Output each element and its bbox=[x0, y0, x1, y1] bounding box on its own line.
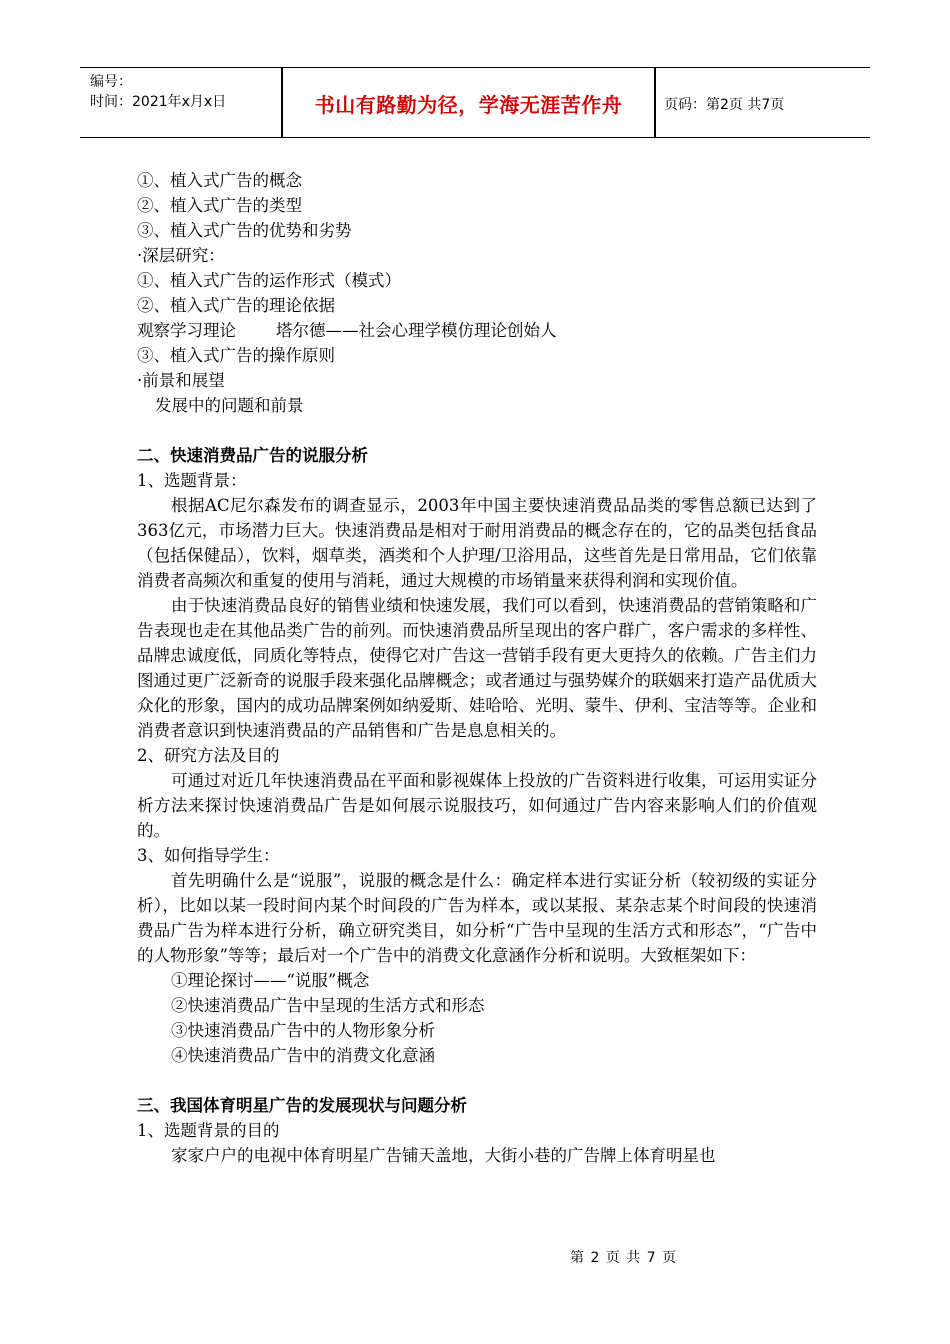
subheading: 2、研究方法及目的 bbox=[137, 746, 280, 765]
document-body bbox=[137, 168, 817, 1168]
list-item: 发展中的问题和前景 bbox=[155, 396, 304, 415]
paragraph: 可通过对近几年快速消费品在平面和影视媒体上投放的广告资料进行收集，可运用实证分析方法来探讨快速消费品广告是如何展示说服技巧，如何通过广告内容来影响人们的价值观的。 bbox=[137, 771, 817, 840]
paragraph: 首先明确什么是“说服”，说服的概念是什么：确定样本进行实证分析（较初级的实证分析），比如以某一段时间内某个时间段的广告为样本，或以某报、某杂志某个时间段的快速消费品广告为样本进行分析，确立研究类目，如分析“广告中呈现的生活方式和形态”，“广告中的人物形象”等等；最后对一个广告中的消费文化意涵作分析和说明。大致框架如下： bbox=[137, 871, 817, 965]
list-item bbox=[137, 318, 817, 343]
list-item: ①、植入式广告的概念 bbox=[137, 171, 302, 190]
list-item: ①、植入式广告的运作形式（模式） bbox=[137, 271, 401, 290]
list-item: ④快速消费品广告中的消费文化意涵 bbox=[171, 1046, 435, 1065]
theory-name: 观察学习理论 bbox=[137, 321, 236, 340]
subheading: ·前景和展望 bbox=[137, 371, 225, 390]
list-item: ②、植入式广告的理论依据 bbox=[137, 296, 335, 315]
subheading: 1、选题背景的目的 bbox=[137, 1121, 280, 1140]
section-heading: 二、快速消费品广告的说服分析 bbox=[137, 446, 368, 465]
page-footer: 第 2 页 共 7 页 bbox=[570, 1250, 677, 1266]
header-page-info: 页码：第2页 共7页 bbox=[664, 97, 785, 113]
page-header bbox=[80, 67, 870, 138]
list-item: ②快速消费品广告中呈现的生活方式和形态 bbox=[171, 996, 485, 1015]
subheading: ·深层研究： bbox=[137, 246, 225, 265]
list-item: ②、植入式广告的类型 bbox=[137, 196, 302, 215]
paragraph: 家家户户的电视中体育明星广告铺天盖地，大街小巷的广告牌上体育明星也 bbox=[171, 1146, 716, 1165]
theory-founder: 塔尔德——社会心理学模仿理论创始人 bbox=[276, 321, 557, 340]
section-heading: 三、我国体育明星广告的发展现状与问题分析 bbox=[137, 1096, 467, 1115]
header-divider bbox=[654, 68, 656, 137]
header-time-label: 时间：2021年x月x日 bbox=[90, 94, 227, 110]
list-item: ③、植入式广告的操作原则 bbox=[137, 346, 335, 365]
subheading: 1、选题背景： bbox=[137, 471, 247, 490]
list-item: ①理论探讨——“说服”概念 bbox=[171, 971, 370, 990]
list-item: ③、植入式广告的优势和劣势 bbox=[137, 221, 352, 240]
paragraph: 根据AC尼尔森发布的调查显示，2003年中国主要快速消费品品类的零售总额已达到了363亿元，市场潜力巨大。快速消费品是相对于耐用消费品的概念存在的，它的品类包括食品（包括保健品），饮料，烟草类，酒类和个人护理/卫浴用品，这些首先是日常用品，它们依靠消费者高频次和重复的使用与消耗，通过大规模的市场销量来获得利润和实现价值。 bbox=[137, 496, 817, 590]
list-item: ③快速消费品广告中的人物形象分析 bbox=[171, 1021, 435, 1040]
header-meta bbox=[90, 72, 226, 112]
subheading: 3、如何指导学生： bbox=[137, 846, 280, 865]
header-code-label: 编号： bbox=[90, 74, 132, 90]
header-motto: 书山有路勤为径，学海无涯苦作舟 bbox=[314, 93, 623, 117]
paragraph: 由于快速消费品良好的销售业绩和快速发展，我们可以看到，快速消费品的营销策略和广告表现也走在其他品类广告的前列。而快速消费品所呈现出的客户群广，客户需求的多样性、品牌忠诚度低，同质化等特点，使得它对广告这一营销手段有更大更持久的依赖。广告主们力图通过更广泛新奇的说服手段来强化品牌概念；或者通过与强势媒介的联姻来打造产品优质大众化的形象，国内的成功品牌案例如纳爱斯、娃哈哈、光明、蒙牛、伊利、宝洁等等。企业和消费者意识到快速消费品的产品销售和广告是息息相关的。 bbox=[137, 596, 817, 740]
